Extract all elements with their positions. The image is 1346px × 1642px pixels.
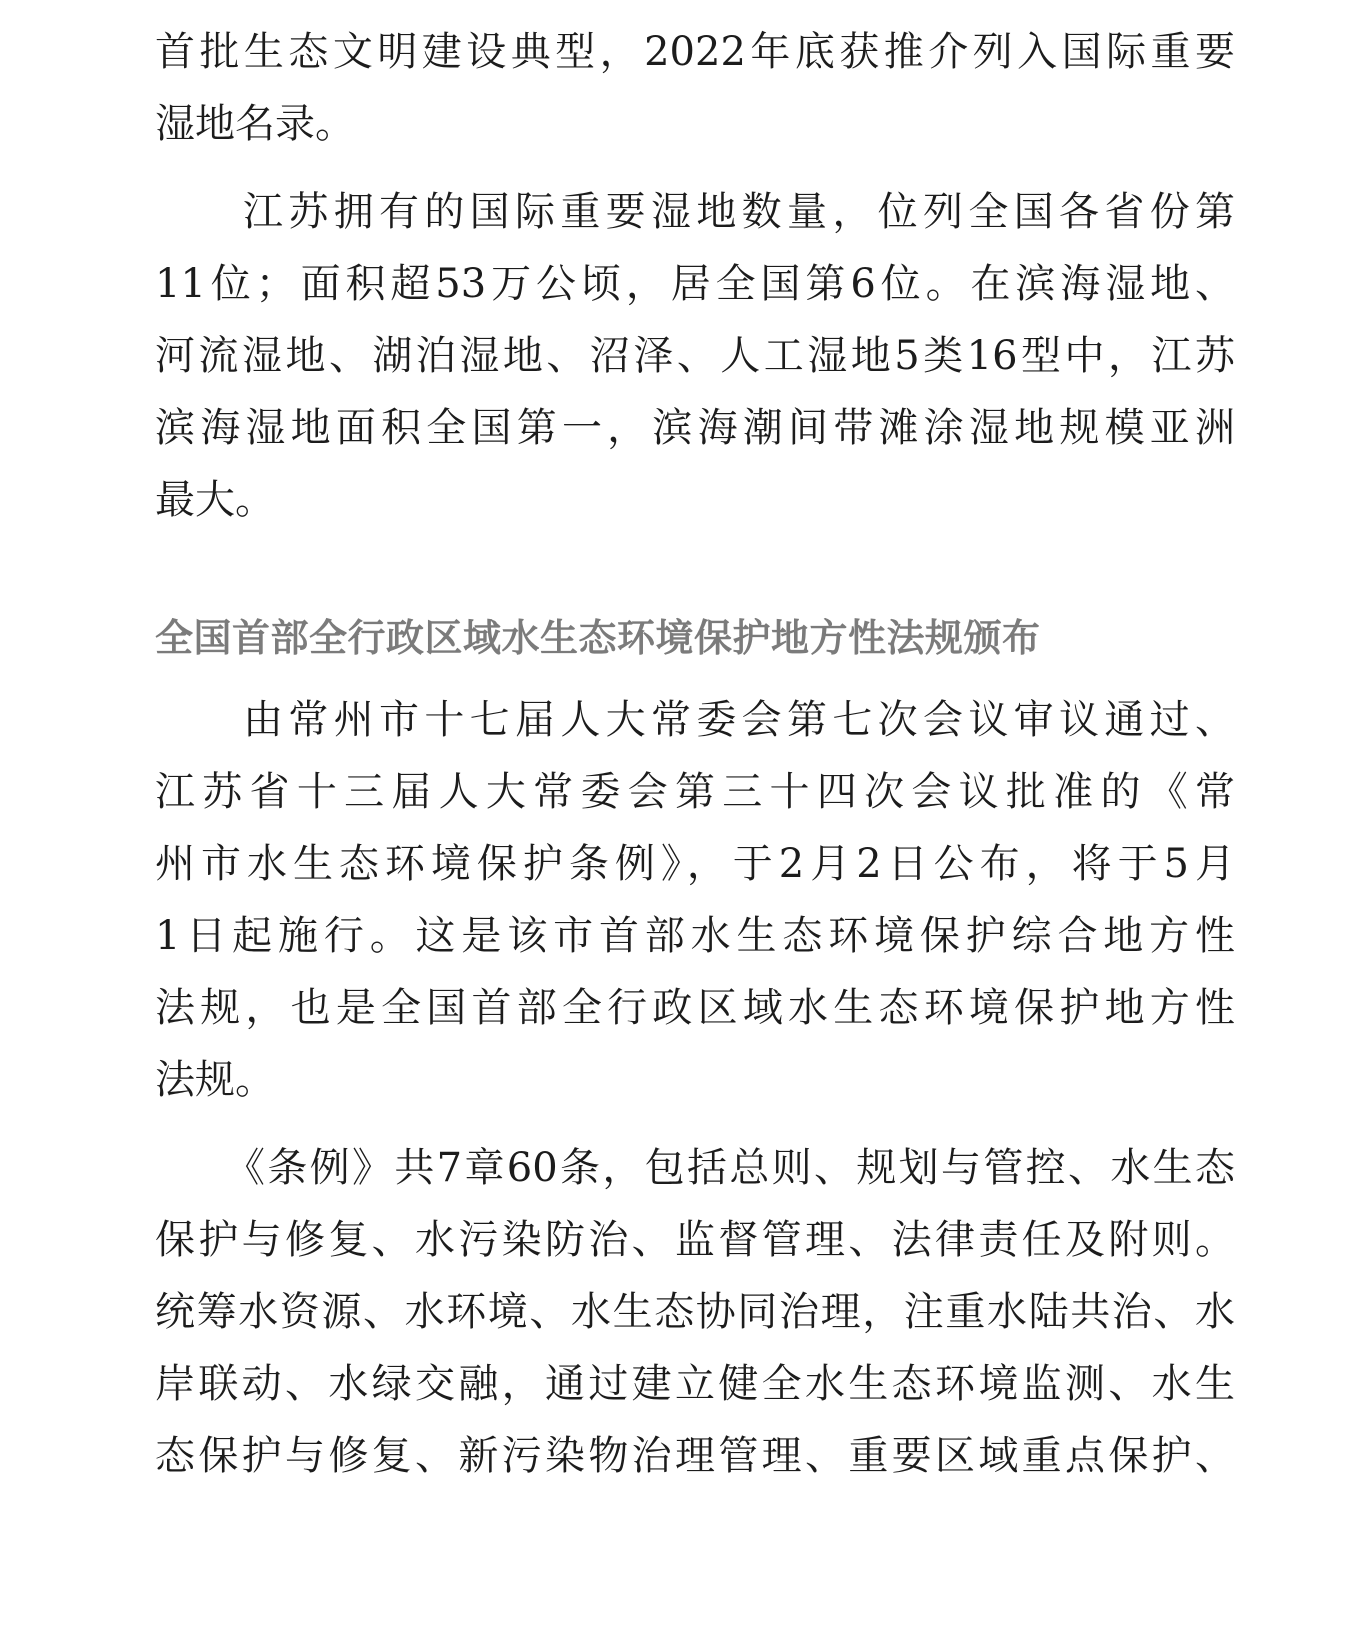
text-line: 江苏拥有的国际重要湿地数量，位列全国各省份第 bbox=[243, 189, 1235, 235]
document-page bbox=[155, 16, 1235, 1492]
text-line: 态保护与修复、新污染物治理管理、重要区域重点保护、 bbox=[155, 1433, 1235, 1479]
text-line: 首批生态文明建设典型，2022年底获推介列入国际重要 bbox=[155, 29, 1235, 75]
text-line: 湿地名录。 bbox=[155, 101, 355, 147]
paragraph-wetland-list bbox=[155, 16, 1235, 160]
text-line: 州市水生态环境保护条例》，于2月2日公布，将于5月 bbox=[155, 841, 1235, 887]
text-line: 统筹水资源、水环境、水生态协同治理，注重水陆共治、水 bbox=[155, 1289, 1235, 1335]
text-line: 法规，也是全国首部全行政区域水生态环境保护地方性 bbox=[155, 985, 1235, 1031]
text-line: 《条例》共7章60条，包括总则、规划与管控、水生态 bbox=[225, 1145, 1235, 1191]
text-line: 岸联动、水绿交融，通过建立健全水生态环境监测、水生 bbox=[155, 1361, 1235, 1407]
text-line: 最大。 bbox=[155, 477, 275, 523]
section-heading: 全国首部全行政区域水生态环境保护地方性法规颁布 bbox=[155, 616, 1041, 660]
text-line: 江苏省十三届人大常委会第三十四次会议批准的《常 bbox=[155, 769, 1235, 815]
text-line: 由常州市十七届人大常委会第七次会议审议通过、 bbox=[243, 697, 1235, 743]
text-line: 11位；面积超53万公顷，居全国第6位。在滨海湿地、 bbox=[155, 261, 1235, 307]
paragraph-jiangsu-wetlands bbox=[155, 176, 1235, 536]
paragraph-regulation-content bbox=[155, 1132, 1235, 1492]
text-line: 河流湿地、湖泊湿地、沼泽、人工湿地5类16型中，江苏 bbox=[155, 333, 1235, 379]
text-line: 保护与修复、水污染防治、监督管理、法律责任及附则。 bbox=[155, 1217, 1235, 1263]
paragraph-regulation-intro bbox=[155, 684, 1235, 1116]
text-line: 滨海湿地面积全国第一，滨海潮间带滩涂湿地规模亚洲 bbox=[155, 405, 1235, 451]
text-line: 法规。 bbox=[155, 1057, 275, 1103]
text-line: 1日起施行。这是该市首部水生态环境保护综合地方性 bbox=[155, 913, 1235, 959]
